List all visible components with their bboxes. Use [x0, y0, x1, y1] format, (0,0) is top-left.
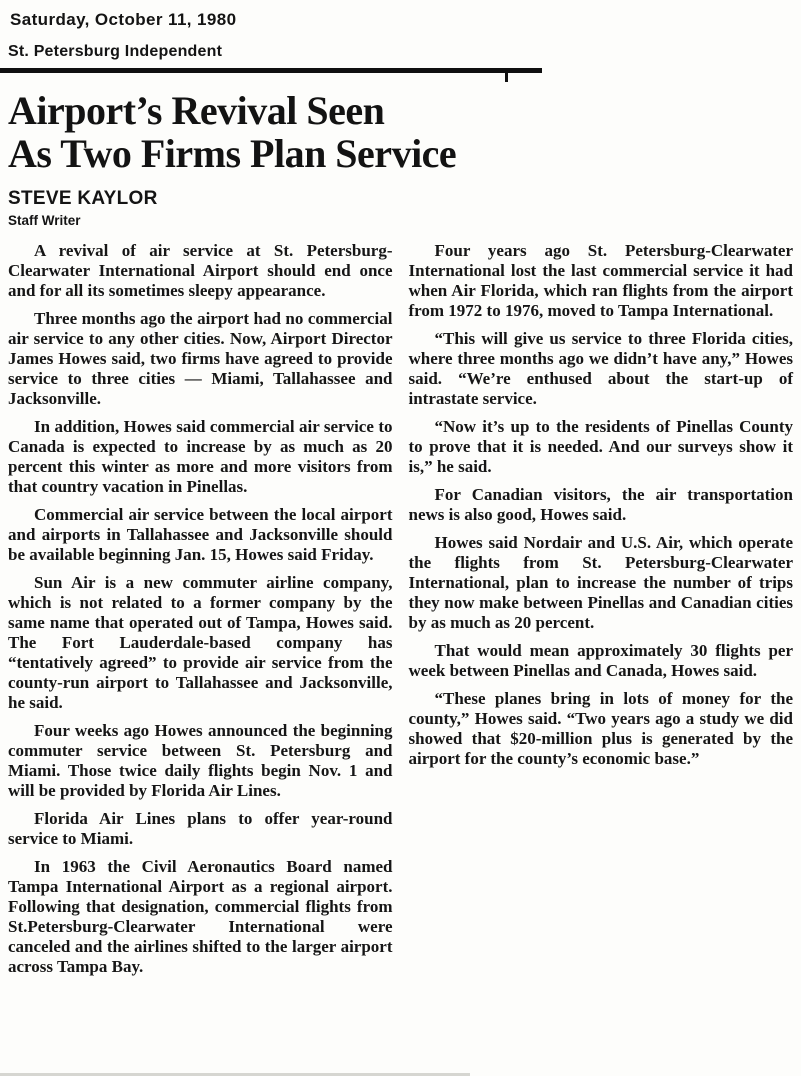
byline-author: STEVE KAYLOR — [8, 188, 158, 210]
article-paragraph: Sun Air is a new commuter airline company, which is not related to a former company by the same name that operated out of Tampa, Howes said. The Fort Lauderdale-based company has “tentatively agreed” to provide air service from the county-run airport to Tallahassee and Jacksonville, he said. — [8, 573, 393, 713]
article-paragraph: Four weeks ago Howes announced the beginning commuter service between St. Petersburg and Miami. Those twice daily flights begin Nov. 1 and will be provided by Florida Air Lines. — [8, 721, 393, 801]
column-left — [8, 241, 393, 985]
article-paragraph: Four years ago St. Petersburg-Clearwater International lost the last commercial service it had when Air Florida, which ran flights from the airport from 1972 to 1976, moved to Tampa International. — [408, 241, 793, 321]
article-paragraph: Three months ago the airport had no commercial air service to any other cities. Now, Airport Director James Howes said, two firms have agreed to provide service to three cities — Miami, Tallahassee and Jacksonville. — [8, 309, 393, 409]
article-paragraph: A revival of air service at St. Petersburg-Clearwater International Airport should end once and for all its sometimes sleepy appearance. — [8, 241, 393, 301]
article-paragraph: In 1963 the Civil Aeronautics Board named Tampa International Airport as a regional airport. Following that designation, commercial flights from St.Petersburg-Clearwater International were canceled and the airlines shifted to the larger airport across Tampa Bay. — [8, 857, 393, 977]
article-paragraph: Florida Air Lines plans to offer year-round service to Miami. — [8, 809, 393, 849]
article-paragraph: That would mean approximately 30 flights per week between Pinellas and Canada, Howes said. — [408, 641, 793, 681]
byline-role: Staff Writer — [8, 213, 81, 229]
article-paragraph: “Now it’s up to the residents of Pinellas County to prove that it is needed. And our surveys show it is,” he said. — [408, 417, 793, 477]
article-paragraph: Howes said Nordair and U.S. Air, which operate the flights from St. Petersburg-Clearwater International, plan to increase the number of trips they now make between Pinellas and Canadian cities by as much as 20 percent. — [408, 533, 793, 633]
article-paragraph: In addition, Howes said commercial air service to Canada is expected to increase by as much as 20 percent this winter as more and more visitors from that country vacation in Pinellas. — [8, 417, 393, 497]
article-columns — [8, 241, 793, 985]
rule-tick — [505, 73, 508, 82]
publication-name: St. Petersburg Independent — [8, 43, 223, 60]
column-right — [409, 241, 794, 985]
headline-line-2: As Two Firms Plan Service — [8, 131, 457, 177]
article-paragraph: For Canadian visitors, the air transportation news is also good, Howes said. — [408, 485, 793, 525]
article-paragraph: “This will give us service to three Florida cities, where three months ago we didn’t have any,” Howes said. “We’re enthused about the start-up of intrastate service. — [408, 329, 793, 409]
divider-rule — [0, 68, 542, 73]
article-paragraph: “These planes bring in lots of money for the county,” Howes said. “Two years ago a study we did showed that $20-million plus is generated by the airport for the county’s economic base.” — [408, 689, 793, 769]
masthead-date: Saturday, October 11, 1980 — [10, 10, 237, 29]
headline — [8, 89, 793, 175]
article-paragraph: Commercial air service between the local airport and airports in Tallahassee and Jacksonville should be available beginning Jan. 15, Howes said Friday. — [8, 505, 393, 565]
headline-line-1: Airport’s Revival Seen — [8, 88, 385, 133]
